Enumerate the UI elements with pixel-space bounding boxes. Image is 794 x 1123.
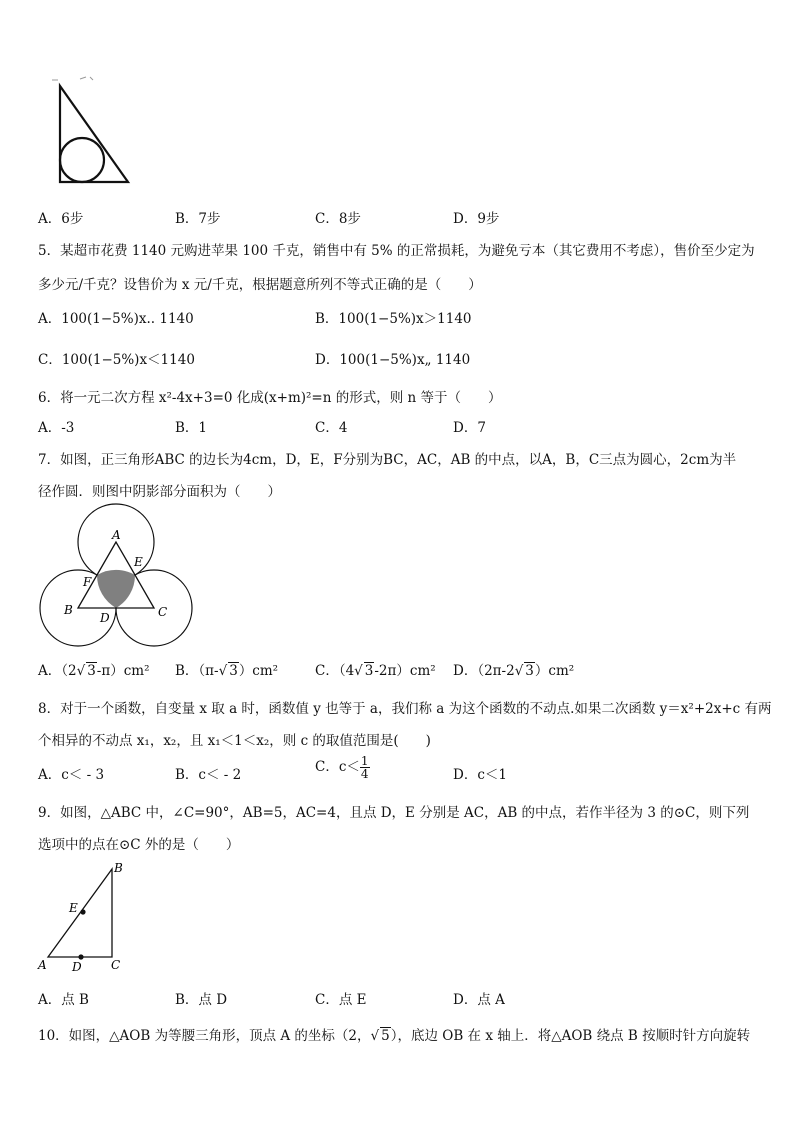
q7-option-d-prefix: D．（2π-2 <box>453 663 515 679</box>
q7-text-line2: 径作圆．则图中阴影部分面积为（ ） <box>38 484 281 500</box>
q7-label-d: D <box>100 611 110 625</box>
q7-option-b-radicand: 3 <box>229 663 238 679</box>
q9-triangle <box>48 869 112 957</box>
q8-option-d[interactable]: D．c＜1 <box>453 767 507 783</box>
q5-option-d[interactable]: D．100(1−5%)x„ 1140 <box>315 352 471 368</box>
q8-option-b[interactable]: B．c＜ - 2 <box>175 767 242 783</box>
sqrt-symbol: √ <box>370 1028 380 1044</box>
q7-figure <box>36 500 201 652</box>
q9-point-d <box>78 954 83 959</box>
q7-text-line1: 7．如图，正三角形ABC 的边长为4cm，D，E，F分别为BC，AC，AB 的中点，以A，B，C三点为圆心，2cm为半 <box>38 452 737 468</box>
q4-figure <box>50 74 140 189</box>
q9-label-e: E <box>69 901 78 915</box>
q6-option-c[interactable]: C．4 <box>315 420 348 436</box>
q7-option-d-suffix: ）cm² <box>534 663 575 679</box>
sqrt-symbol: √ <box>76 663 86 679</box>
q7-option-c[interactable] <box>315 659 436 679</box>
q6-text-line1: 6．将一元二次方程 x²-4x+3=0 化成(x+m)²=n 的形式，则 n 等于（ ） <box>38 390 502 406</box>
q9-option-c[interactable]: C．点 E <box>315 992 367 1008</box>
fraction-denominator: 4 <box>360 767 369 781</box>
q8-option-c[interactable] <box>315 755 370 780</box>
q8-text-line2: 个相异的不动点 x₁，x₂，且 x₁＜1＜x₂，则 c 的取值范围是( ) <box>38 733 431 749</box>
q7-option-d-radicand: 3 <box>525 663 534 679</box>
q8-text-line1: 8．对于一个函数，自变量 x 取 a 时，函数值 y 也等于 a，我们称 a 为这个函数的不动点.如果二次函数 y＝x²+2x+c 有两 <box>38 701 772 717</box>
q9-label-a: A <box>38 958 47 972</box>
q4-option-c[interactable]: C．8步 <box>315 211 361 227</box>
q4-option-b[interactable]: B．7步 <box>175 211 221 227</box>
q7-option-a-prefix: A．（2 <box>38 663 77 679</box>
q7-option-a-suffix: -π）cm² <box>96 663 150 679</box>
q9-figure <box>36 860 136 978</box>
sqrt-symbol: √ <box>514 663 524 679</box>
q10-text-prefix: 10．如图，△AOB 为等腰三角形，顶点 A 的坐标（2， <box>38 1028 371 1044</box>
q8-option-c-fraction <box>360 755 370 780</box>
q10-text-suffix: ），底边 OB 在 x 轴上．将△AOB 绕点 B 按顺时针方向旋转 <box>390 1028 751 1044</box>
q4-triangle <box>60 86 128 182</box>
q9-label-d: D <box>72 960 82 974</box>
q7-option-c-prefix: C．（4 <box>315 663 355 679</box>
q9-option-b[interactable]: B．点 D <box>175 992 228 1008</box>
sqrt-symbol: √ <box>218 663 228 679</box>
q5-text-line2: 多少元/千克？设售价为 x 元/千克，根据题意所列不等式正确的是（ ） <box>38 277 482 293</box>
q6-option-d[interactable]: D．7 <box>453 420 486 436</box>
q7-label-f: F <box>83 575 92 589</box>
q7-option-a-radicand: 3 <box>87 663 96 679</box>
q7-option-d[interactable] <box>453 659 574 679</box>
fraction-numerator: 1 <box>360 754 369 768</box>
q9-point-e <box>80 909 85 914</box>
q5-option-c[interactable]: C．100(1−5%)x＜1140 <box>38 352 195 368</box>
q8-option-a[interactable]: A．c＜ - 3 <box>38 767 105 783</box>
q6-option-a[interactable]: A．-3 <box>38 420 75 436</box>
q7-option-b-suffix: ）cm² <box>238 663 279 679</box>
q5-text-line1: 5．某超市花费 1140 元购进苹果 100 千克，销售中有 5% 的正常损耗，为避免亏本（其它费用不考虑），售价至少定为 <box>38 243 755 259</box>
q7-option-b[interactable] <box>175 659 278 679</box>
q7-label-c: C <box>158 605 168 619</box>
q10-radicand: 5 <box>381 1028 390 1044</box>
q7-label-e: E <box>134 555 143 569</box>
q9-text-line1: 9．如图，△ABC 中，∠C=90°，AB=5，AC=4，且点 D，E 分别是 AC，AB 的中点，若作半径为 3 的⊙C，则下列 <box>38 805 750 821</box>
q8-option-c-prefix: C．c＜ <box>315 759 360 775</box>
q5-option-a[interactable]: A．100(1−5%)x.. 1140 <box>38 311 194 327</box>
q9-label-b: B <box>114 861 123 875</box>
q4-residual-mark <box>52 77 93 80</box>
q6-option-b[interactable]: B．1 <box>175 420 208 436</box>
sqrt-symbol: √ <box>354 663 363 679</box>
q7-option-c-radicand: 3 <box>364 663 374 679</box>
q7-option-c-suffix: -2π）cm² <box>374 663 436 679</box>
q4-option-d[interactable]: D．9步 <box>453 211 500 227</box>
q10-text-line1 <box>38 1024 750 1044</box>
q7-label-a: A <box>112 528 121 542</box>
q9-option-a[interactable]: A．点 B <box>38 992 89 1008</box>
q5-option-b[interactable]: B．100(1−5%)x＞1140 <box>315 311 472 327</box>
q4-incircle <box>60 138 104 182</box>
q7-option-b-prefix: B．（π- <box>175 663 219 679</box>
q9-label-c: C <box>111 958 121 972</box>
q9-option-d[interactable]: D．点 A <box>453 992 505 1008</box>
q9-text-line2: 选项中的点在⊙C 外的是（ ） <box>38 837 240 853</box>
q4-option-a[interactable]: A．6步 <box>38 211 84 227</box>
q7-shaded-region <box>97 570 135 608</box>
q7-label-b: B <box>64 603 73 617</box>
q7-option-a[interactable] <box>38 659 150 679</box>
